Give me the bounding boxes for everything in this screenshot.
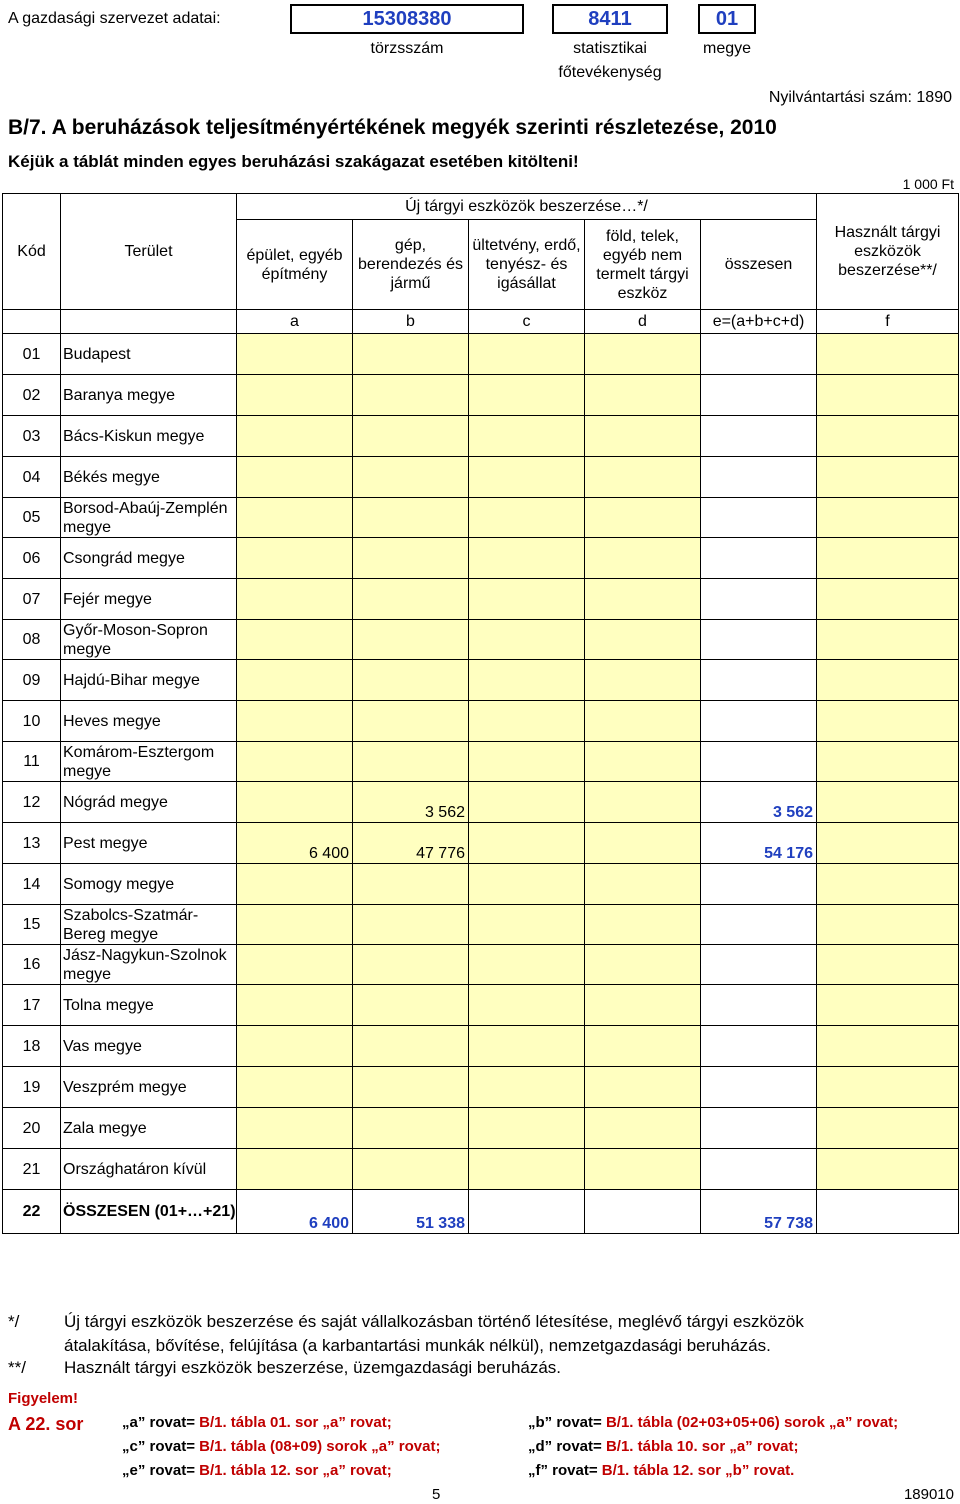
total-a: 6 400 [237, 1190, 353, 1234]
row-code: 11 [3, 742, 61, 782]
cell-c[interactable] [469, 579, 585, 620]
footnote-mark-1: */ [8, 1312, 20, 1331]
cell-c[interactable] [469, 538, 585, 579]
cell-f[interactable] [817, 375, 959, 416]
footnote-text-2: Használt tárgyi eszközök beszerzése, üzemgazdasági beruházás. [64, 1358, 562, 1377]
cell-f[interactable] [817, 1149, 959, 1190]
table-row [3, 985, 959, 1026]
row-name: Hajdú-Bihar megye [61, 660, 237, 701]
col-header-c: ültetvény, erdő, tenyész- és igásállat [469, 220, 585, 310]
cell-c[interactable] [469, 985, 585, 1026]
unit-label: 1 000 Ft [902, 176, 954, 192]
table-row [3, 498, 959, 538]
row-name: Országhatáron kívül [61, 1149, 237, 1190]
col-header-terulet: Terület [61, 194, 237, 310]
col-letter-d: d [585, 310, 701, 334]
row-code: 10 [3, 701, 61, 742]
cell-b[interactable] [353, 985, 469, 1026]
cell-d[interactable] [585, 742, 701, 782]
row-name: Zala megye [61, 1108, 237, 1149]
megye-field[interactable]: 01 [698, 4, 756, 34]
cell-b[interactable] [353, 620, 469, 660]
table-row [3, 1108, 959, 1149]
cell-a[interactable] [237, 620, 353, 660]
cell-f[interactable] [817, 538, 959, 579]
row-code: 21 [3, 1149, 61, 1190]
footnote-mark-2: **/ [8, 1358, 26, 1377]
cell-e [701, 742, 817, 782]
cell-e [701, 660, 817, 701]
cell-d[interactable] [585, 823, 701, 864]
col-header-d: föld, telek, egyéb nem termelt tárgyi eszköz [585, 220, 701, 310]
cell-a[interactable] [237, 334, 353, 375]
cell-e [701, 905, 817, 945]
table-row [3, 538, 959, 579]
cell-d[interactable] [585, 538, 701, 579]
table-row [3, 334, 959, 375]
cell-b[interactable] [353, 864, 469, 905]
cell-c[interactable] [469, 375, 585, 416]
form-code: 189010 [903, 1486, 954, 1503]
cell-b[interactable] [353, 498, 469, 538]
row-name: Bács-Kiskun megye [61, 416, 237, 457]
torzsszam-field[interactable]: 15308380 [290, 4, 524, 34]
cell-c[interactable] [469, 457, 585, 498]
warning-rule-text: B/1. tábla (02+03+05+06) sorok „a” rovat; [605, 1414, 899, 1431]
cell-f[interactable] [817, 1026, 959, 1067]
cell-e [701, 538, 817, 579]
col-header-a: épület, egyéb építmény [237, 220, 353, 310]
warning-rule-text: B/1. tábla 01. sor „a” rovat; [199, 1414, 392, 1431]
cell-c[interactable] [469, 1108, 585, 1149]
cell-d[interactable] [585, 334, 701, 375]
col-letter-f: f [817, 310, 959, 334]
cell-b[interactable] [353, 375, 469, 416]
cell-d[interactable] [585, 620, 701, 660]
table-row [3, 864, 959, 905]
row-code: 05 [3, 498, 61, 538]
cell-f[interactable] [817, 620, 959, 660]
row-name: Nógrád megye [61, 782, 237, 823]
row-code: 17 [3, 985, 61, 1026]
warning-rule-prefix: „c” rovat= [122, 1438, 200, 1455]
cell-a[interactable] [237, 985, 353, 1026]
row-code: 20 [3, 1108, 61, 1149]
cell-b[interactable] [353, 905, 469, 945]
cell-e [701, 579, 817, 620]
cell-b[interactable] [353, 416, 469, 457]
warning-rule [528, 1438, 799, 1455]
cell-b[interactable] [353, 538, 469, 579]
cell-f[interactable] [817, 498, 959, 538]
row-code: 19 [3, 1067, 61, 1108]
cell-f[interactable] [817, 457, 959, 498]
row-name: Győr-Moson-Sopron megye [61, 620, 237, 660]
cell-f[interactable] [817, 782, 959, 823]
cell-c[interactable] [469, 864, 585, 905]
row-name: Pest megye [61, 823, 237, 864]
cell-b[interactable]: 3 562 [353, 782, 469, 823]
cell-d[interactable] [585, 985, 701, 1026]
col-header-e: összesen [701, 220, 817, 310]
cell-e [701, 701, 817, 742]
warning-rule-prefix: „b” rovat= [528, 1414, 606, 1431]
cell-e [701, 457, 817, 498]
row-name: Heves megye [61, 701, 237, 742]
row-code: 09 [3, 660, 61, 701]
cell-b[interactable] [353, 334, 469, 375]
cell-d[interactable] [585, 782, 701, 823]
cell-d[interactable] [585, 864, 701, 905]
cell-b[interactable] [353, 742, 469, 782]
cell-b[interactable]: 47 776 [353, 823, 469, 864]
row-code: 03 [3, 416, 61, 457]
cell-e [701, 334, 817, 375]
cell-c[interactable] [469, 742, 585, 782]
cell-f[interactable] [817, 823, 959, 864]
cell-d[interactable] [585, 375, 701, 416]
statisztikai-caption: statisztikai [573, 40, 647, 57]
warning-rule [122, 1438, 440, 1455]
table-row [3, 905, 959, 945]
table-row [3, 457, 959, 498]
cell-b[interactable] [353, 1067, 469, 1108]
page-subtitle: Kéjük a táblát minden egyes beruházási szakágazat esetében kitölteni! [8, 152, 579, 171]
cell-d[interactable] [585, 945, 701, 985]
investment-table [2, 193, 959, 1234]
megye-caption: megye [702, 40, 752, 57]
warning-rule [528, 1462, 794, 1479]
warning-rule-prefix: „f” rovat= [528, 1462, 602, 1479]
cell-d[interactable] [585, 1149, 701, 1190]
table-row [3, 660, 959, 701]
cell-a[interactable] [237, 579, 353, 620]
col-letter-e: e=(a+b+c+d) [701, 310, 817, 334]
footnote-text-1b: átalakítása, bővítése, felújítása (a karbantartási munkák nélkül), nemzetgazdasági beruházás. [64, 1336, 771, 1355]
cell-d[interactable] [585, 579, 701, 620]
cell-b[interactable] [353, 660, 469, 701]
row-name: Veszprém megye [61, 1067, 237, 1108]
cell-a[interactable] [237, 538, 353, 579]
row-name: Jász-Nagykun-Szolnok megye [61, 945, 237, 985]
col-header-group: Új tárgyi eszközök beszerzése…*/ [237, 194, 817, 220]
cell-e: 3 562 [701, 782, 817, 823]
warning-rule-prefix: „e” rovat= [122, 1462, 200, 1479]
cell-a[interactable]: 6 400 [237, 823, 353, 864]
row-code: 08 [3, 620, 61, 660]
total-row [3, 1190, 959, 1234]
cell-a[interactable] [237, 742, 353, 782]
torzsszam-caption: törzsszám [370, 40, 444, 57]
footnote-text-1a: Új tárgyi eszközök beszerzése és saját vállalkozásban történő létesítése, meglévő tárgyi eszközök [64, 1312, 804, 1331]
row-code: 06 [3, 538, 61, 579]
row-code: 13 [3, 823, 61, 864]
cell-e [701, 375, 817, 416]
cell-c[interactable] [469, 782, 585, 823]
cell-f[interactable] [817, 945, 959, 985]
cell-c[interactable] [469, 701, 585, 742]
table-row [3, 782, 959, 823]
registration-number: Nyilvántartási szám: 1890 [768, 89, 952, 106]
row-name: Békés megye [61, 457, 237, 498]
row-name: Szabolcs-Szatmár-Bereg megye [61, 905, 237, 945]
cell-f[interactable] [817, 579, 959, 620]
warning-rule-text: B/1. tábla (08+09) sorok „a” rovat; [199, 1438, 441, 1455]
table-row [3, 416, 959, 457]
cell-e [701, 416, 817, 457]
col-letter-a: a [237, 310, 353, 334]
cell-c[interactable] [469, 945, 585, 985]
statisztikai-field[interactable]: 8411 [552, 4, 668, 34]
warning-rule-text: B/1. tábla 12. sor „a” rovat; [199, 1462, 392, 1479]
cell-d[interactable] [585, 1108, 701, 1149]
row-name: Vas megye [61, 1026, 237, 1067]
table-row [3, 620, 959, 660]
table-row [3, 1026, 959, 1067]
cell-f[interactable] [817, 905, 959, 945]
cell-f[interactable] [817, 1108, 959, 1149]
col-header-kod: Kód [3, 194, 61, 310]
cell-c[interactable] [469, 334, 585, 375]
table-row [3, 823, 959, 864]
cell-d[interactable] [585, 498, 701, 538]
cell-b[interactable] [353, 1108, 469, 1149]
warning-rule [122, 1462, 392, 1479]
total-c [469, 1190, 585, 1234]
cell-a[interactable] [237, 864, 353, 905]
table-row [3, 1149, 959, 1190]
cell-e [701, 985, 817, 1026]
row-code: 07 [3, 579, 61, 620]
warning-row-label: A 22. sor [8, 1414, 84, 1434]
table-row [3, 945, 959, 985]
cell-e [701, 945, 817, 985]
row-name: Komárom-Esztergom megye [61, 742, 237, 782]
row-code: 02 [3, 375, 61, 416]
table-row [3, 579, 959, 620]
col-letter-b: b [353, 310, 469, 334]
cell-a[interactable] [237, 905, 353, 945]
cell-c[interactable] [469, 620, 585, 660]
row-code: 04 [3, 457, 61, 498]
cell-a[interactable] [237, 1026, 353, 1067]
row-code: 18 [3, 1026, 61, 1067]
cell-f[interactable] [817, 416, 959, 457]
table-row [3, 1067, 959, 1108]
table-row [3, 742, 959, 782]
table-row [3, 701, 959, 742]
warning-rule [122, 1414, 392, 1431]
cell-c[interactable] [469, 416, 585, 457]
cell-a[interactable] [237, 375, 353, 416]
cell-e [701, 620, 817, 660]
cell-b[interactable] [353, 701, 469, 742]
cell-e [701, 1149, 817, 1190]
table-row [3, 375, 959, 416]
cell-a[interactable] [237, 1067, 353, 1108]
col-header-b: gép, berendezés és jármű [353, 220, 469, 310]
cell-a[interactable] [237, 457, 353, 498]
cell-b[interactable] [353, 1026, 469, 1067]
cell-f[interactable] [817, 1067, 959, 1108]
cell-e [701, 1108, 817, 1149]
warning-rule [528, 1414, 898, 1431]
cell-e [701, 864, 817, 905]
cell-e [701, 1067, 817, 1108]
warning-rule-prefix: „d” rovat= [528, 1438, 606, 1455]
cell-b[interactable] [353, 457, 469, 498]
cell-c[interactable] [469, 823, 585, 864]
cell-c[interactable] [469, 1026, 585, 1067]
cell-d[interactable] [585, 457, 701, 498]
cell-b[interactable] [353, 1149, 469, 1190]
cell-c[interactable] [469, 660, 585, 701]
row-name: Fejér megye [61, 579, 237, 620]
row-code: 14 [3, 864, 61, 905]
cell-a[interactable] [237, 660, 353, 701]
row-name: Budapest [61, 334, 237, 375]
page-title: B/7. A beruházások teljesítményértékének megyék szerinti részletezése, 2010 [8, 116, 777, 139]
cell-f[interactable] [817, 985, 959, 1026]
cell-c[interactable] [469, 498, 585, 538]
warning-label: Figyelem! [8, 1390, 79, 1407]
cell-a[interactable] [237, 945, 353, 985]
row-name: Somogy megye [61, 864, 237, 905]
warning-rule-prefix: „a” rovat= [122, 1414, 200, 1431]
row-name: Tolna megye [61, 985, 237, 1026]
cell-c[interactable] [469, 1149, 585, 1190]
cell-c[interactable] [469, 905, 585, 945]
total-b: 51 338 [353, 1190, 469, 1234]
cell-b[interactable] [353, 945, 469, 985]
row-code: 01 [3, 334, 61, 375]
cell-d[interactable] [585, 1026, 701, 1067]
cell-a[interactable] [237, 1149, 353, 1190]
row-name: Csongrád megye [61, 538, 237, 579]
cell-a[interactable] [237, 701, 353, 742]
cell-f[interactable] [817, 334, 959, 375]
cell-e [701, 1026, 817, 1067]
cell-d[interactable] [585, 701, 701, 742]
warning-rule-text: B/1. tábla 12. sor „b” rovat. [601, 1462, 795, 1479]
page-number: 5 [432, 1486, 441, 1503]
cell-d[interactable] [585, 660, 701, 701]
total-code: 22 [3, 1190, 61, 1234]
fotevekenyseg-caption: főtevékenység [558, 64, 662, 81]
cell-f[interactable] [817, 701, 959, 742]
cell-c[interactable] [469, 1067, 585, 1108]
col-letter-c: c [469, 310, 585, 334]
row-name: Baranya megye [61, 375, 237, 416]
cell-a[interactable] [237, 498, 353, 538]
cell-f[interactable] [817, 864, 959, 905]
cell-e: 54 176 [701, 823, 817, 864]
cell-a[interactable] [237, 1108, 353, 1149]
org-data-label: A gazdasági szervezet adatai: [8, 10, 221, 27]
total-e: 57 738 [701, 1190, 817, 1234]
cell-d[interactable] [585, 1067, 701, 1108]
warning-rule-text: B/1. tábla 10. sor „a” rovat; [605, 1438, 799, 1455]
col-header-f: Használt tárgyi eszközök beszerzése**/ [817, 194, 959, 310]
total-f [817, 1190, 959, 1234]
cell-f[interactable] [817, 660, 959, 701]
total-name: ÖSSZESEN (01+…+21) [61, 1190, 237, 1234]
total-d [585, 1190, 701, 1234]
row-code: 12 [3, 782, 61, 823]
cell-d[interactable] [585, 905, 701, 945]
row-name: Borsod-Abaúj-Zemplén megye [61, 498, 237, 538]
cell-a[interactable] [237, 782, 353, 823]
row-code: 15 [3, 905, 61, 945]
row-code: 16 [3, 945, 61, 985]
cell-a[interactable] [237, 416, 353, 457]
cell-f[interactable] [817, 742, 959, 782]
cell-b[interactable] [353, 579, 469, 620]
cell-d[interactable] [585, 416, 701, 457]
cell-e [701, 498, 817, 538]
